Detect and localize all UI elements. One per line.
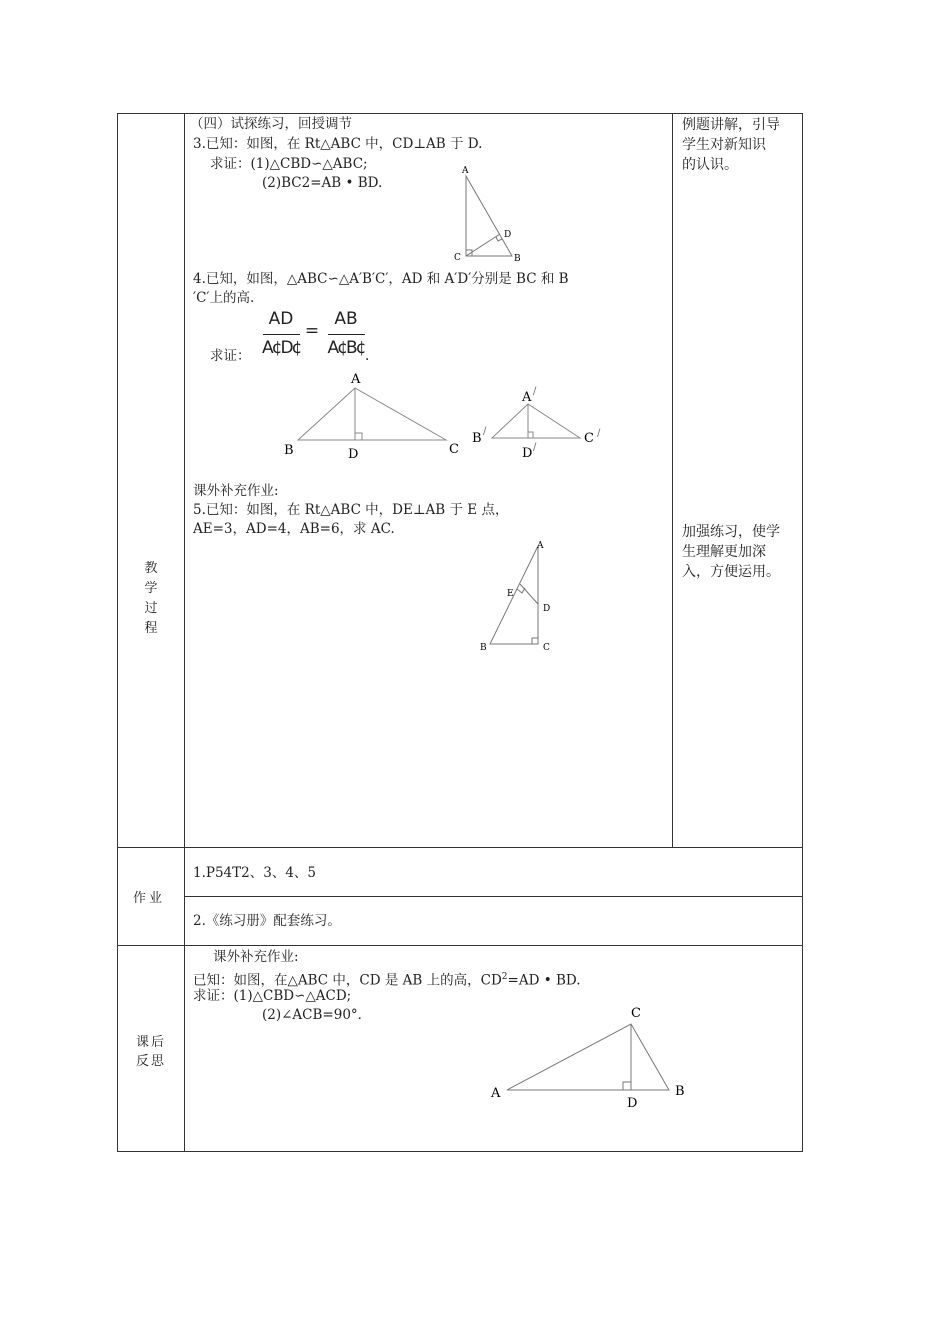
fraction-denominator: A¢D¢	[262, 338, 301, 358]
reflection-right-angle-mark	[623, 1082, 631, 1090]
fraction-bar	[328, 334, 365, 335]
q3-triangle-figure	[440, 160, 540, 270]
table-divider-reflection	[117, 945, 803, 946]
reflection-superscript: 2	[501, 972, 508, 982]
q4-fig1-label-a: A	[351, 372, 361, 387]
q5-label-e: E	[507, 589, 514, 599]
q5-triangle	[490, 546, 538, 644]
q5-triangle-figure	[470, 532, 570, 657]
q5-right-angle-mark-c	[532, 638, 538, 644]
q4-right-angle-mark	[355, 433, 362, 440]
reflection-row-label-line2: 反思	[136, 1054, 167, 1069]
q4-triangle-figure-2	[470, 382, 620, 464]
process-label-char: 过	[144, 601, 158, 616]
q4-line1: 4.已知，如图，△ABC∽△A′B′C′，AD 和 A′D′分别是 BC 和 B	[193, 271, 569, 287]
fraction-numerator: AD	[268, 309, 294, 329]
q4-fig2-label-d: D	[522, 446, 533, 461]
table-label-column-divider	[184, 113, 185, 1152]
fraction-denominator: A¢B¢	[327, 338, 365, 358]
q4-fig2-prime-d: /	[533, 442, 537, 453]
homework-item-1: 1.P54T2、3、4、5	[193, 865, 317, 881]
q3-label-d: D	[504, 230, 512, 240]
q4-fig2-label-b: B	[472, 431, 482, 446]
reflection-line3: (2)∠ACB=90°．	[262, 1007, 372, 1023]
q3-label-c: C	[454, 253, 461, 263]
process-label-char: 教	[144, 561, 158, 576]
q4-fig2-prime-a: /	[533, 386, 537, 397]
equals-sign: =	[304, 321, 320, 341]
table-note-column-divider	[672, 113, 673, 847]
table-border-top	[117, 113, 803, 114]
q4-line2: ′C′上的高.	[193, 290, 255, 306]
q3-line3: (2)BC2=AB • BD.	[262, 175, 383, 191]
q3-triangle	[466, 176, 512, 256]
q4-fig1-label-c: C	[449, 442, 459, 457]
reflection-label-d: D	[627, 1096, 638, 1111]
q4-triangle-a-prime	[492, 404, 580, 438]
side-note-line: 入，方便运用。	[682, 564, 780, 580]
extra-line1: 5.已知：如图，在 Rt△ABC 中，DE⊥AB 于 E 点，	[193, 502, 509, 518]
reflection-line1-end: =AD • BD.	[507, 972, 581, 989]
q4-fig2-label-a: A	[522, 390, 532, 405]
reflection-line2: 求证：(1)△CBD∽△ACD;	[193, 988, 352, 1004]
fraction-bar	[263, 334, 300, 335]
q4-period: .	[365, 348, 370, 364]
homework-item-2: 2.《练习册》配套练习。	[193, 913, 341, 929]
q5-label-d: D	[543, 604, 551, 614]
process-label-char: 程	[144, 621, 158, 636]
q4-fig2-prime-b: /	[483, 426, 487, 437]
homework-row-label: 作业	[133, 891, 166, 906]
q4-fig1-label-b: B	[284, 443, 294, 458]
q4-prove-label: 求证：	[210, 348, 251, 364]
table-divider-process	[117, 847, 803, 848]
q3-label-a: A	[462, 166, 469, 176]
side-note-line: 学生对新知识	[682, 137, 766, 153]
side-note-line: 例题讲解，引导	[682, 117, 780, 133]
reflection-label-a: A	[491, 1086, 501, 1101]
side-note-line: 生理解更加深	[682, 544, 766, 560]
q4-triangle-figure-1	[278, 368, 468, 463]
q4-fig1-label-d: D	[348, 447, 359, 462]
q4-fig2-label-c: C	[584, 431, 594, 446]
side-note-line: 加强练习，使学	[682, 524, 780, 540]
q5-segment-de	[520, 584, 538, 604]
q4-right-angle-mark-prime	[528, 432, 533, 438]
q3-line1: 3.已知：如图，在 Rt△ABC 中，CD⊥AB 于 D.	[193, 136, 483, 152]
table-border-bottom	[117, 1151, 803, 1152]
q5-label-c: C	[543, 643, 550, 653]
q3-label-b: B	[514, 254, 521, 264]
reflection-triangle	[507, 1024, 669, 1090]
section-title: （四）试探练习，回授调节	[190, 116, 352, 132]
reflection-label-b: B	[675, 1084, 685, 1099]
extra-line2: AE=3，AD=4，AB=6，求 AC.	[193, 521, 395, 537]
reflection-row-label-line1: 课后	[136, 1035, 167, 1050]
extra-title: 课外补充作业:	[193, 483, 279, 499]
q4-fig2-prime-c: /	[597, 428, 601, 439]
process-label-char: 学	[144, 581, 158, 596]
table-border-left	[117, 113, 118, 1152]
table-divider-homework	[184, 896, 803, 897]
side-note-line: 的认识。	[682, 157, 738, 173]
q5-label-b: B	[480, 643, 487, 653]
fraction-numerator: AB	[334, 309, 358, 329]
reflection-triangle-figure	[485, 1000, 695, 1115]
q5-label-a: A	[537, 541, 544, 551]
q3-altitude	[466, 234, 500, 256]
reflection-line1-text: 已知：如图，在△ABC 中，CD 是 AB 上的高，CD	[193, 972, 502, 989]
q3-line2: 求证：(1)△CBD∽△ABC;	[210, 156, 368, 172]
reflection-title: 课外补充作业:	[213, 949, 299, 965]
reflection-label-c: C	[631, 1006, 641, 1021]
q4-triangle-abc	[298, 388, 446, 440]
table-border-right	[802, 113, 803, 1152]
